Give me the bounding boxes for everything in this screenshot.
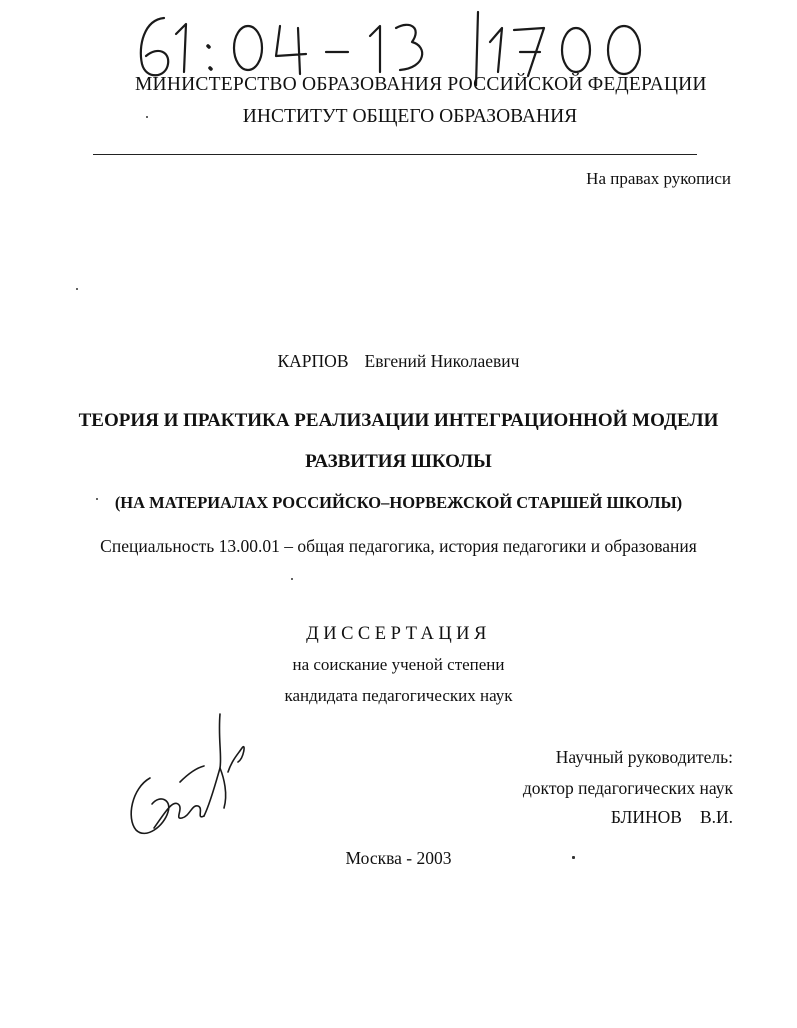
scan-speck [96,498,98,500]
scan-speck [76,288,78,290]
title-line-2: РАЗВИТИЯ ШКОЛЫ [305,451,492,472]
author-given-names: Евгений Николаевич [364,351,520,371]
author-surname: КАРПОВ [277,351,349,371]
document-type: ДИССЕРТАЦИЯ [306,624,491,644]
degree-line-1: на соискание ученой степени [292,655,505,674]
subtitle: (НА МАТЕРИАЛАХ РОССИЙСКО–НОРВЕЖСКОЙ СТАРШЕЙ ШКОЛЫ) [114,493,683,512]
scan-speck [146,116,148,118]
supervisor-label: Научный руководитель: [555,747,733,767]
scan-speck [291,578,293,580]
scan-speck [572,856,575,859]
supervisor-surname: БЛИНОВ [610,807,682,827]
city-year: Москва - 2003 [345,848,452,868]
header-divider [93,154,697,155]
author-signature [120,708,260,858]
ministry-name: МИНИСТЕРСТВО ОБРАЗОВАНИЯ РОССИЙСКОЙ ФЕДЕРАЦИИ [135,74,707,95]
supervisor-name [611,807,733,828]
author-name [0,351,797,372]
rights-note: На правах рукописи [586,169,731,188]
supervisor-initials: В.И. [699,807,733,827]
degree-line-2: кандидата педагогических наук [284,686,513,705]
supervisor-title: доктор педагогических наук [522,778,733,798]
title-line-1: ТЕОРИЯ И ПРАКТИКА РЕАЛИЗАЦИИ ИНТЕГРАЦИОННОЙ МОДЕЛИ [78,410,719,431]
institute-name: ИНСТИТУТ ОБЩЕГО ОБРАЗОВАНИЯ [242,106,578,127]
specialty: Специальность 13.00.01 – общая педагогика, история педагогики и образования [100,536,697,556]
